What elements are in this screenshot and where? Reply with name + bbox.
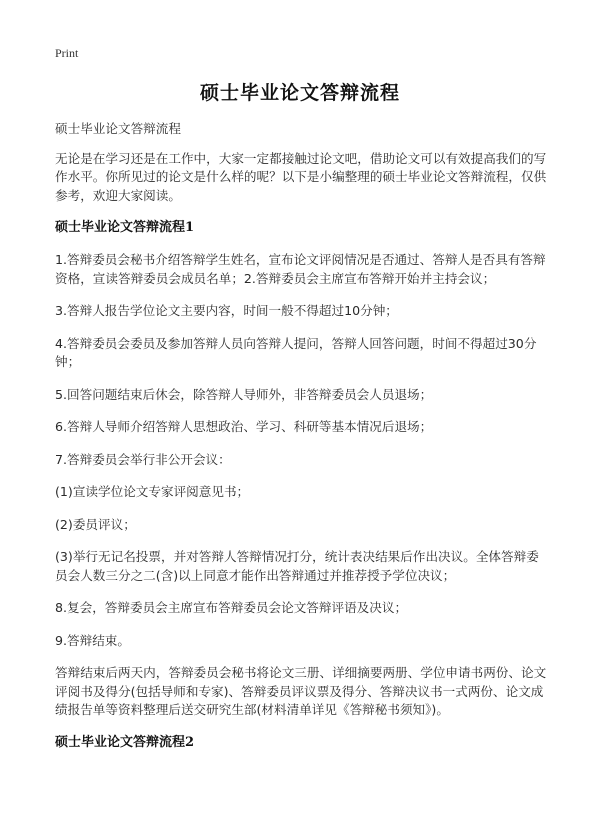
section-2-heading: 硕士毕业论文答辩流程2 xyxy=(55,734,195,750)
step-4: 4.答辩委员会委员及参加答辩人员向答辩人提问，答辩人回答问题，时间不得超过30分钟； xyxy=(55,335,537,369)
page-title: 硕士毕业论文答辩流程 xyxy=(199,82,400,104)
step-9: 9.答辩结束。 xyxy=(55,632,130,648)
article-body xyxy=(55,120,550,766)
step-7-sub-2: (2)委员评议； xyxy=(55,516,136,532)
step-3: 3.答辩人报告学位论文主要内容，时间一般不得超过10分钟； xyxy=(55,303,398,318)
step-7: 7.答辩委员会举行非公开会议： xyxy=(55,451,231,467)
step-8: 8.复会，答辩委员会主席宣布答辩委员会论文答辩评语及决议； xyxy=(55,600,408,615)
step-7-sub-3: (3)举行无记名投票，并对答辩人答辩情况打分，统计表决结果后作出决议。全体答辩委员会人数三分之二(含)以上同意才能作出答辩通过并推荐授予学位决议； xyxy=(55,549,539,583)
post-defense-paragraph: 答辩结束后两天内，答辩委员会秘书将论文三册、详细摘要两册、学位申请书两份、论文评阅书及得分(包括导师和专家)、答辩委员评议票及得分、答辩决议书一式两份、论文成绩报告单等资料整理后送交研究生部(材料清单详见《答辩秘书须知》)。 xyxy=(55,665,547,717)
step-1-2: 1.答辩委员会秘书介绍答辩学生姓名，宣布论文评阅情况是否通过、答辩人是否具有答辩资格，宣读答辩委员会成员名单；2.答辩委员会主席宣布答辩开始并主持会议； xyxy=(55,252,546,286)
step-7-sub-1: (1)宣读学位论文专家评阅意见书； xyxy=(55,484,250,499)
intro-paragraph: 无论是在学习还是在工作中，大家一定都接触过论文吧，借助论文可以有效提高我们的写作水平。你所见过的论文是什么样的呢？以下是小编整理的硕士毕业论文答辩流程，仅供参考，欢迎大家阅读。 xyxy=(55,150,547,203)
print-link[interactable]: Print xyxy=(55,46,79,60)
step-6: 6.答辩人导师介绍答辩人思想政治、学习、科研等基本情况后退场； xyxy=(55,419,433,434)
step-5: 5.回答问题结束后休会，除答辩人导师外，非答辩委员会人员退场； xyxy=(55,386,433,402)
section-1-heading: 硕士毕业论文答辩流程1 xyxy=(55,220,195,235)
article-subtitle: 硕士毕业论文答辩流程 xyxy=(55,121,181,136)
